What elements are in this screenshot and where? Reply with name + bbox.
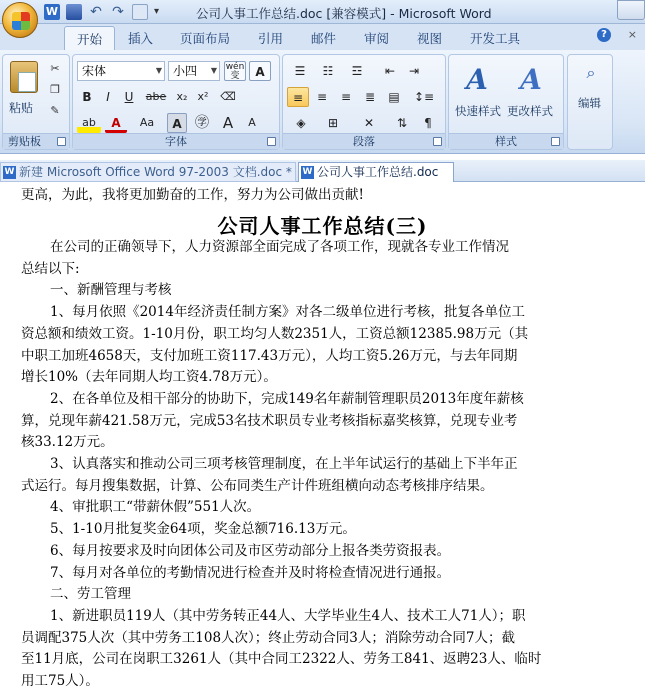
paragraph-line: 6、每月按要求及时向团体公司及市区劳动部分上报各类劳资报表。 — [50, 542, 451, 559]
strikethrough-button[interactable]: abe — [145, 90, 167, 103]
decrease-indent-icon[interactable]: ⇤ — [384, 64, 396, 78]
shrink-font-button[interactable]: A — [248, 116, 256, 129]
align-center-icon[interactable]: ≡ — [316, 90, 328, 104]
paragraph-line: 5、1-10月批复奖金64项，奖金总额716.13万元。 — [50, 521, 356, 538]
document-heading: 公司人事工作总结(三) — [217, 214, 428, 238]
change-styles-icon[interactable]: A — [520, 63, 542, 96]
paragraph-launcher-icon[interactable] — [433, 137, 442, 146]
paragraph-line: 7、每月对各单位的考勤情况进行检查并及时将检查情况进行通报。 — [50, 564, 451, 581]
font-group — [72, 54, 280, 150]
paragraph-group — [282, 54, 446, 150]
change-case-button[interactable]: Aa — [139, 116, 155, 129]
distributed-icon[interactable]: ▤ — [388, 90, 400, 104]
word-doc-icon[interactable]: W — [45, 5, 59, 18]
paragraph-line: 4、审批职工“带薪休假”551人次。 — [50, 499, 261, 516]
paragraph-line: 资总额和绩效工资。1-10月份，职工均匀人数2351人，工资总额12385.98万元（其 — [21, 325, 529, 342]
find-binoculars-icon[interactable]: ⌕ — [586, 63, 596, 82]
paragraph-line: 3、认真落实和推动公司三项考核管理制度，在上半年试运行的基础上下半年正 — [50, 456, 518, 472]
document-tabs — [0, 160, 645, 182]
tab-page-layout[interactable]: 页面布局 — [180, 31, 231, 46]
clipboard-group-label: 剪贴板 — [3, 133, 69, 149]
show-marks-icon[interactable]: ¶ — [424, 116, 432, 130]
undo-icon[interactable]: ↶ — [90, 4, 102, 20]
paragraph-line: 在公司的正确领导下，人力资源部全面完成了各项工作，现就各专业工作情况 — [50, 239, 509, 255]
ribbon-tabs — [0, 24, 645, 50]
font-color-button[interactable]: A — [105, 113, 127, 133]
superscript-button[interactable]: x² — [197, 90, 209, 103]
phonetic-char: 变 — [230, 71, 240, 81]
styles-launcher-icon[interactable] — [551, 137, 560, 146]
paragraph-line: 更高，为此，我将更加勤奋的工作，努力为公司做出贡献! — [21, 187, 364, 203]
quick-access-toolbar — [44, 4, 170, 20]
char-border-button[interactable]: A — [249, 61, 271, 81]
underline-button[interactable]: U — [124, 90, 134, 104]
save-icon[interactable] — [66, 4, 82, 20]
document-page[interactable] — [0, 183, 645, 689]
font-name-select[interactable] — [77, 61, 165, 81]
enclose-char-icon[interactable]: ㊫ — [195, 115, 209, 131]
editing-group — [567, 54, 613, 150]
word-doc-icon: W — [302, 167, 313, 177]
tab-view[interactable]: 视图 — [417, 31, 443, 46]
styles-group-label: 样式 — [449, 133, 563, 149]
tab-insert[interactable]: 插入 — [128, 31, 154, 46]
paragraph-line: 至11月底，公司在岗职工3261人（其中合同工2322人、劳务工841、返聘23人、临时 — [21, 651, 542, 668]
bold-button[interactable]: B — [82, 90, 92, 104]
chevron-down-icon: ▼ — [155, 66, 162, 75]
copy-icon[interactable]: ❐ — [50, 83, 60, 96]
paragraph-line: 中职工加班4658天，支付加班工资117.43万元），人均工资5.26万元，与去年同期 — [21, 347, 518, 364]
paragraph-line: 员调配375人次（其中劳务工108人次）；终止劳动合同3人；消除劳动合同7人；截 — [21, 629, 515, 646]
close-ribbon-icon[interactable]: × — [627, 28, 637, 41]
align-right-icon[interactable]: ≡ — [340, 90, 352, 104]
tab-developer[interactable]: 开发工具 — [470, 31, 521, 46]
doc-tab-label: 新建 Microsoft Office Word 97-2003 文档.doc * — [19, 165, 292, 179]
quick-styles-label[interactable]: 快速样式 — [455, 104, 501, 118]
quick-styles-icon[interactable]: A — [466, 63, 488, 96]
shading-icon[interactable]: ◈ — [296, 116, 306, 130]
paste-button-label[interactable]: 粘贴 — [9, 101, 34, 115]
clipboard-group — [2, 54, 70, 150]
justify-icon[interactable]: ≣ — [364, 90, 376, 104]
chinese-layout-icon[interactable]: ✕ — [363, 116, 375, 130]
minimize-button[interactable] — [617, 0, 645, 20]
format-painter-icon[interactable]: ✎ — [50, 104, 60, 117]
tab-home[interactable]: 开始 — [64, 26, 115, 50]
italic-button[interactable]: I — [106, 90, 110, 104]
paragraph-line: 总结以下: — [21, 260, 80, 277]
title-bar — [0, 0, 645, 24]
clear-format-icon[interactable]: ⌫ — [220, 90, 236, 103]
tab-references[interactable]: 引用 — [258, 31, 284, 46]
paragraph-group-label: 段落 — [283, 133, 445, 149]
highlight-button[interactable]: ab — [77, 113, 101, 133]
tab-review[interactable]: 审阅 — [364, 31, 390, 46]
line-spacing-icon[interactable]: ↕≡ — [413, 90, 435, 104]
multilevel-list-icon[interactable]: ☲ — [351, 64, 363, 78]
doc-tab-hr-summary[interactable] — [298, 162, 454, 182]
office-logo-icon — [12, 12, 30, 30]
chevron-down-icon: ▼ — [210, 66, 217, 75]
font-size-value: 小四 — [173, 64, 198, 78]
customize-toolbar-icon[interactable]: ▾ — [154, 6, 160, 17]
paragraph-line: 二、劳工管理 — [50, 586, 131, 603]
window-controls — [617, 0, 645, 20]
doc-tab-label: 公司人事工作总结.doc — [317, 165, 439, 179]
font-size-select[interactable] — [168, 61, 220, 81]
change-styles-label[interactable]: 更改样式 — [507, 104, 553, 118]
help-icon[interactable]: ? — [597, 28, 611, 42]
phonetic-label: wén — [225, 62, 245, 72]
phonetic-guide-button[interactable] — [224, 61, 246, 81]
doc-tab-new-doc[interactable] — [0, 162, 296, 182]
paragraph-line: 式运行。每月搜集数据，计算、公布同类生产计件班组横向动态考核排序结果。 — [21, 477, 494, 494]
borders-icon[interactable]: ⊞ — [327, 116, 339, 130]
increase-indent-icon[interactable]: ⇥ — [408, 64, 420, 78]
paragraph-line: 1、新进职员119人（其中劳务转正44人、大学毕业生4人、技术工人71人）；职 — [50, 607, 526, 624]
subscript-button[interactable]: x₂ — [176, 90, 188, 103]
bullets-icon[interactable]: ☰ — [294, 64, 306, 78]
office-button[interactable] — [2, 2, 38, 38]
editing-label[interactable]: 编辑 — [578, 96, 601, 110]
align-left-icon[interactable]: ≡ — [287, 87, 309, 107]
paragraph-line: 增长10%（去年同期人均工资4.78万元）。 — [21, 369, 277, 386]
grow-font-button[interactable]: A — [222, 114, 234, 132]
paragraph-line: 核33.12万元。 — [21, 434, 114, 451]
cut-icon[interactable]: ✂ — [50, 62, 60, 75]
window-title: 公司人事工作总结.doc [兼容模式] - Microsoft Word — [196, 6, 492, 21]
paragraph-line: 用工75人）。 — [21, 673, 99, 689]
font-name-value: 宋体 — [82, 64, 107, 78]
numbering-icon[interactable]: ☷ — [322, 64, 334, 78]
print-preview-icon[interactable] — [132, 4, 148, 20]
char-shading-button[interactable]: A — [167, 113, 187, 133]
font-group-label: 字体 — [73, 133, 279, 149]
paste-icon[interactable] — [10, 61, 38, 93]
tab-mailings[interactable]: 邮件 — [311, 31, 337, 46]
paragraph-line: 算，兑现年薪421.58万元，完成53名技术职员专业考核指标嘉奖核算，兑现专业考 — [21, 412, 518, 429]
redo-icon[interactable]: ↷ — [112, 4, 124, 20]
ribbon — [0, 50, 645, 154]
sort-icon[interactable]: ⇅ — [396, 116, 408, 130]
styles-group — [448, 54, 564, 150]
paragraph-line: 1、每月依照《2014年经济责任制方案》对各二级单位进行考核，批复各单位工 — [50, 304, 525, 321]
word-doc-icon: W — [4, 167, 15, 177]
clipboard-launcher-icon[interactable] — [57, 137, 66, 146]
paragraph-line: 一、新酬管理与考核 — [50, 282, 172, 299]
paragraph-line: 2、在各单位及相干部分的协助下，完成149名年薪制管理职员2013年度年薪核 — [50, 390, 524, 407]
font-launcher-icon[interactable] — [267, 137, 276, 146]
